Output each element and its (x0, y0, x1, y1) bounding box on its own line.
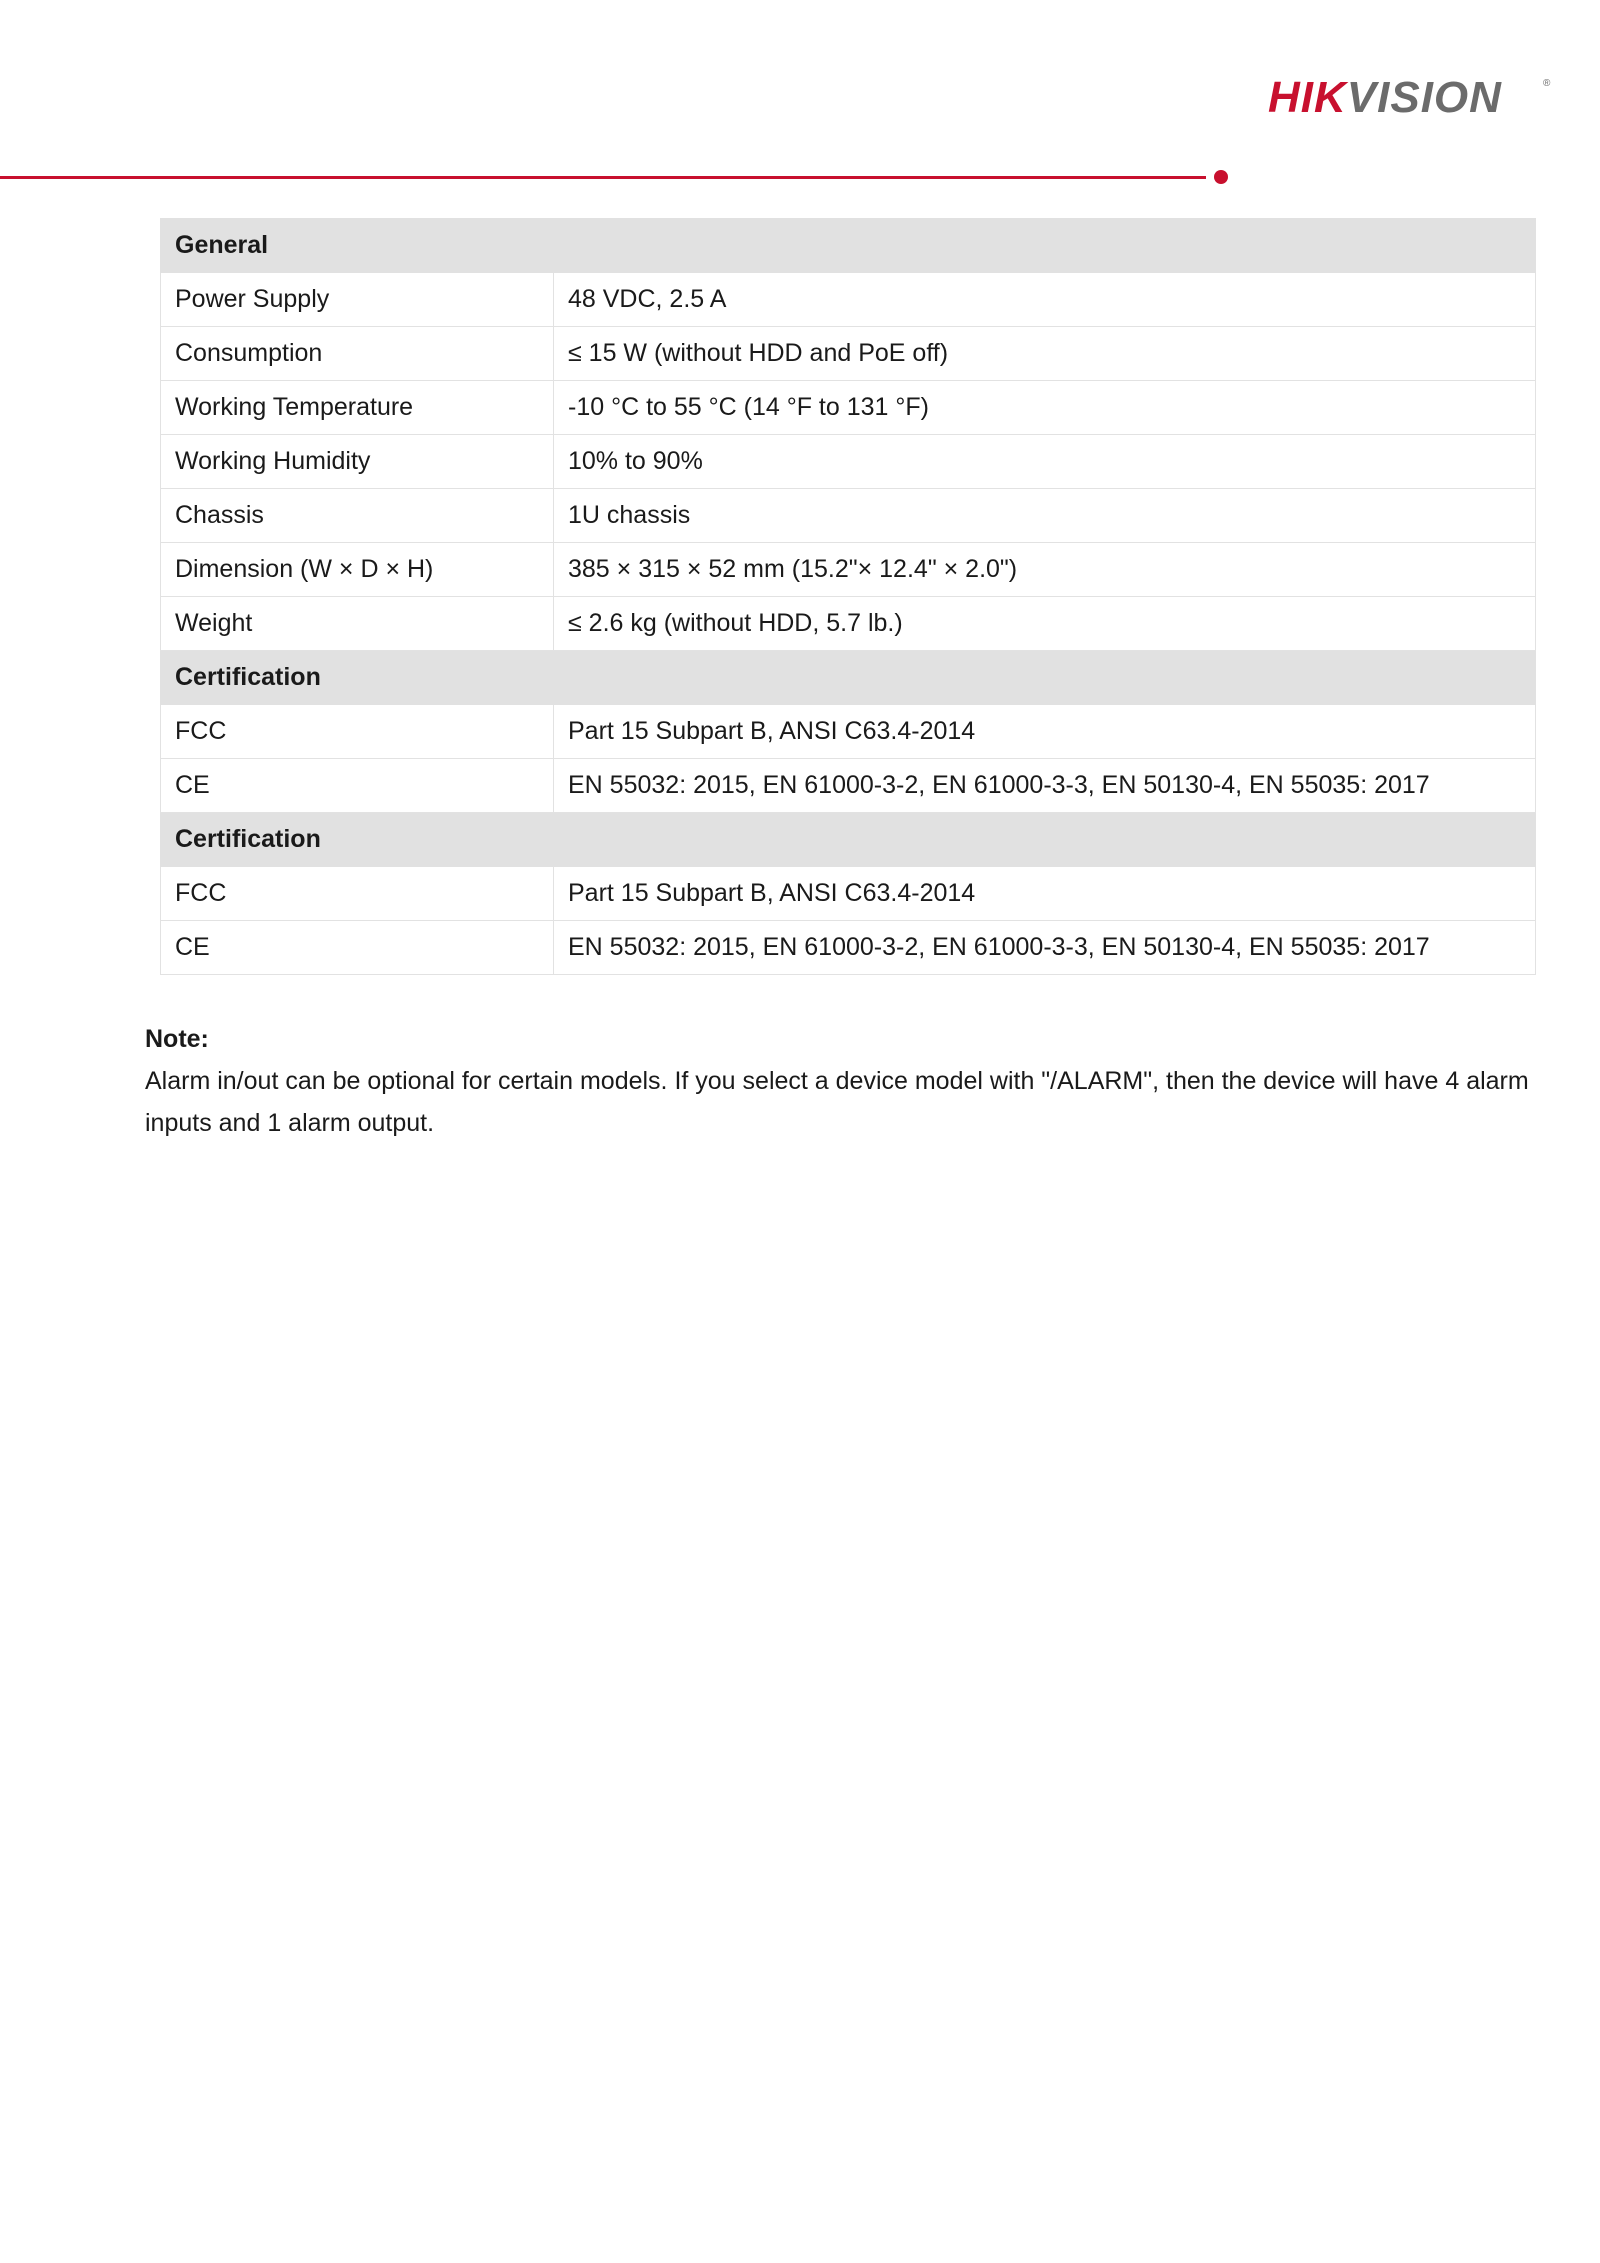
spec-value: -10 °C to 55 °C (14 °F to 131 °F) (554, 381, 1536, 435)
spec-value: EN 55032: 2015, EN 61000-3-2, EN 61000-3-3, EN 50130-4, EN 55035: 2017 (554, 759, 1536, 813)
section-title: General (161, 219, 1536, 273)
spec-row-chassis (161, 489, 1536, 543)
section-header-certification (161, 813, 1536, 867)
hikvision-logo (1268, 72, 1558, 122)
spec-value: 48 VDC, 2.5 A (554, 273, 1536, 327)
header-divider-dot (1214, 170, 1228, 184)
spec-row-power-supply (161, 273, 1536, 327)
spec-label: FCC (161, 705, 554, 759)
spec-row-working-humidity (161, 435, 1536, 489)
spec-value: 385 × 315 × 52 mm (15.2"× 12.4" × 2.0") (554, 543, 1536, 597)
spec-label: Weight (161, 597, 554, 651)
spec-label: CE (161, 759, 554, 813)
spec-label: Working Humidity (161, 435, 554, 489)
svg-text:®: ® (1543, 78, 1551, 89)
spec-value: EN 55032: 2015, EN 61000-3-2, EN 61000-3-3, EN 50130-4, EN 55035: 2017 (554, 921, 1536, 975)
spec-value: 1U chassis (554, 489, 1536, 543)
spec-row-ce (161, 759, 1536, 813)
spec-value: Part 15 Subpart B, ANSI C63.4-2014 (554, 867, 1536, 921)
spec-label: Dimension (W × D × H) (161, 543, 554, 597)
specification-table (160, 218, 1536, 975)
section-title: Certification (161, 813, 1536, 867)
spec-label: Power Supply (161, 273, 554, 327)
spec-row-working-temperature (161, 381, 1536, 435)
svg-text:HIKVISION: HIKVISION (1268, 73, 1502, 122)
section-header-certification (161, 651, 1536, 705)
header-divider-line (0, 176, 1206, 179)
spec-label: CE (161, 921, 554, 975)
spec-row-weight (161, 597, 1536, 651)
spec-label: FCC (161, 867, 554, 921)
spec-label: Working Temperature (161, 381, 554, 435)
note-block (145, 1018, 1545, 1144)
section-header-general (161, 219, 1536, 273)
spec-row-dimension (161, 543, 1536, 597)
spec-row-consumption (161, 327, 1536, 381)
spec-value: Part 15 Subpart B, ANSI C63.4-2014 (554, 705, 1536, 759)
spec-label: Chassis (161, 489, 554, 543)
note-text: Alarm in/out can be optional for certain models. If you select a device model with "/ALARM", then the device will have 4 alarm inputs and 1 alarm output. (145, 1067, 1529, 1137)
spec-row-fcc (161, 867, 1536, 921)
spec-value: ≤ 2.6 kg (without HDD, 5.7 lb.) (554, 597, 1536, 651)
spec-value: ≤ 15 W (without HDD and PoE off) (554, 327, 1536, 381)
spec-row-ce (161, 921, 1536, 975)
spec-value: 10% to 90% (554, 435, 1536, 489)
spec-row-fcc (161, 705, 1536, 759)
note-title: Note: (145, 1025, 209, 1053)
spec-label: Consumption (161, 327, 554, 381)
section-title: Certification (161, 651, 1536, 705)
